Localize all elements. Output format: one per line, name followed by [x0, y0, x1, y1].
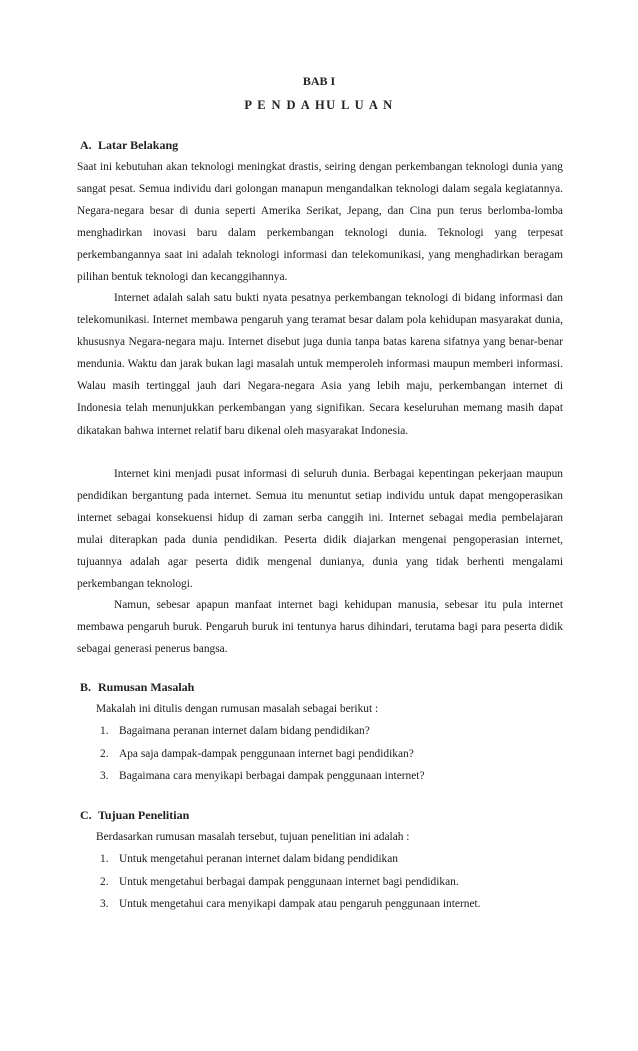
section-b-heading [80, 680, 194, 695]
list-item: 1. Bagaimana peranan internet dalam bidang pendidikan? [100, 725, 370, 737]
list-item: 1. Untuk mengetahui peranan internet dalam bidang pendidikan [100, 853, 398, 865]
section-a-title: Latar Belakang [98, 138, 179, 152]
chapter-label: BAB I [302, 74, 336, 88]
section-a-letter: A. [80, 138, 92, 152]
section-c-heading [80, 808, 189, 823]
section-b-intro: Makalah ini ditulis dengan rumusan masalah sebagai berikut : [96, 703, 379, 715]
chapter-title: P E N D A HU L U A N [244, 98, 394, 112]
list-item: 3. Untuk mengetahui cara menyikapi dampak atau pengaruh penggunaan internet. [100, 898, 481, 910]
section-c-intro: Berdasarkan rumusan masalah tersebut, tujuan penelitian ini adalah : [96, 831, 410, 843]
section-b-letter: B. [80, 680, 92, 694]
paragraph-a3: Internet kini menjadi pusat informasi di seluruh dunia. Berbagai kepentingan pekerjaan maupun pendidikan bergantung pada internet. Semua itu menuntut setiap individu untuk dapat mengoperasikan internet sebagai konsekuensi hidup di zaman serba canggih ini. Internet sebagai media pembelajaran mulai diterapkan pada dunia pendidikan. Peserta didik diajarkan mengenai pengoperasian internet, tujuannya adalah agar peserta didik mengenal dunianya, dunia yang tidak berhenti mengalami perkembangan teknologi. [77, 468, 563, 591]
list-item: 2. Untuk mengetahui berbagai dampak penggunaan internet bagi pendidikan. [100, 875, 459, 888]
list-item: 3. Bagaimana cara menyikapi berbagai dampak penggunaan internet? [100, 770, 425, 782]
paragraph-a2: Internet adalah salah satu bukti nyata pesatnya perkembangan teknologi di bidang informasi dan telekomunikasi. Internet membawa pengaruh yang teramat besar dalam pola kehidupan masyarakat dunia, khususnya Negara-negara maju. Internet disebut juga dunia tanpa batas karena sifatnya yang benar-benar mendunia. Waktu dan jarak bukan lagi masalah untuk memperoleh informasi maupun memberi informasi. Walau masih tertinggal jauh dari Negara-negara Asia yang lebih maju, perkembangan internet di Indonesia telah menunjukkan perkembangan yang signifikan. Secara keseluruhan memang masih dapat dikatakan bahwa internet relatif baru dikenal oleh masyarakat Indonesia. [77, 292, 563, 437]
paragraph-a4: Namun, sebesar apapun manfaat internet bagi kehidupan manusia, sebesar itu pula internet membawa pengaruh buruk. Pengaruh buruk ini tentunya harus dihindari, terutama bagi para peserta didik sebagai generasi penerus bangsa. [77, 599, 563, 656]
section-a-heading [80, 138, 178, 153]
section-c-title: Tujuan Penelitian [98, 808, 190, 822]
section-b-title: Rumusan Masalah [98, 680, 195, 694]
section-c-list [100, 848, 481, 916]
section-c-letter: C. [80, 808, 92, 822]
section-b-list [100, 720, 425, 788]
paragraph-a1: Saat ini kebutuhan akan teknologi meningkat drastis, seiring dengan perkembangan teknologi dunia yang sangat pesat. Semua individu dari golongan manapun mengandalkan teknologi dalam segala kegiatannya. Negara-negara besar di dunia seperti Amerika Serikat, Jepang, dan Cina pun terus berlomba-lomba menghadirkan inovasi baru dalam perkembangan teknologi dunia. Teknologi yang terpesat perkembangannya saat ini adalah teknologi informasi dan telekomunikasi, yang menghadirkan beragam pilihan bentuk teknologi dan kecanggihannya. [77, 161, 563, 284]
list-item: 2. Apa saja dampak-dampak penggunaan internet bagi pendidikan? [100, 747, 414, 760]
